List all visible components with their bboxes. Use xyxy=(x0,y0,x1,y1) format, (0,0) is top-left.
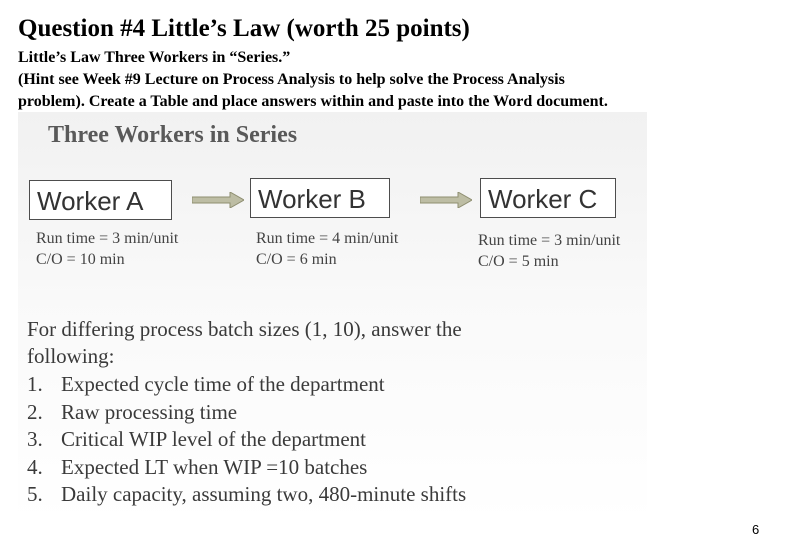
hint-line-2: problem). Create a Table and place answers within and paste into the Word document. xyxy=(18,93,608,110)
list-text: Critical WIP level of the department xyxy=(61,427,366,451)
question-subtitle: Little’s Law Three Workers in “Series.” xyxy=(18,49,291,66)
worker-a-changeover: C/O = 10 min xyxy=(36,251,125,268)
list-text: Daily capacity, assuming two, 480-minute shifts xyxy=(61,482,467,506)
slide-image xyxy=(18,112,647,522)
worker-c-changeover: C/O = 5 min xyxy=(478,253,559,270)
prompt-line-2: following: xyxy=(27,344,115,368)
hint-line-1: (Hint see Week #9 Lecture on Process Analysis to help solve the Process Analysis xyxy=(18,71,565,88)
worker-a-run-time: Run time = 3 min/unit xyxy=(36,230,179,247)
prompt-line-1: For differing process batch sizes (1, 10), answer the xyxy=(27,317,462,341)
list-item xyxy=(27,454,466,482)
arrow-right-icon xyxy=(420,192,472,208)
page-number: 6 xyxy=(752,522,760,537)
list-text: Expected LT when WIP =10 batches xyxy=(61,454,368,479)
list-text: Raw processing time xyxy=(61,399,238,424)
list-number: 1. xyxy=(27,372,43,396)
question-list xyxy=(27,371,466,509)
list-item xyxy=(27,426,466,454)
list-number: 2. xyxy=(27,399,43,424)
worker-c-run-time: Run time = 3 min/unit xyxy=(478,232,621,249)
worker-c-box: Worker C xyxy=(480,178,616,218)
list-number: 3. xyxy=(27,427,43,451)
list-item xyxy=(27,371,466,399)
worker-b-box: Worker B xyxy=(250,178,390,218)
list-number: 4. xyxy=(27,454,43,479)
slide-title: Three Workers in Series xyxy=(48,122,298,148)
list-item xyxy=(27,399,466,427)
list-item xyxy=(27,481,466,509)
question-prompt xyxy=(27,316,462,370)
arrow-right-icon xyxy=(192,192,244,208)
list-text: Expected cycle time of the department xyxy=(61,372,385,396)
worker-a-box: Worker A xyxy=(29,180,172,220)
list-number: 5. xyxy=(27,482,43,506)
question-heading: Question #4 Little’s Law (worth 25 points) xyxy=(18,15,470,42)
worker-b-changeover: C/O = 6 min xyxy=(256,251,337,268)
worker-b-run-time: Run time = 4 min/unit xyxy=(256,230,399,247)
